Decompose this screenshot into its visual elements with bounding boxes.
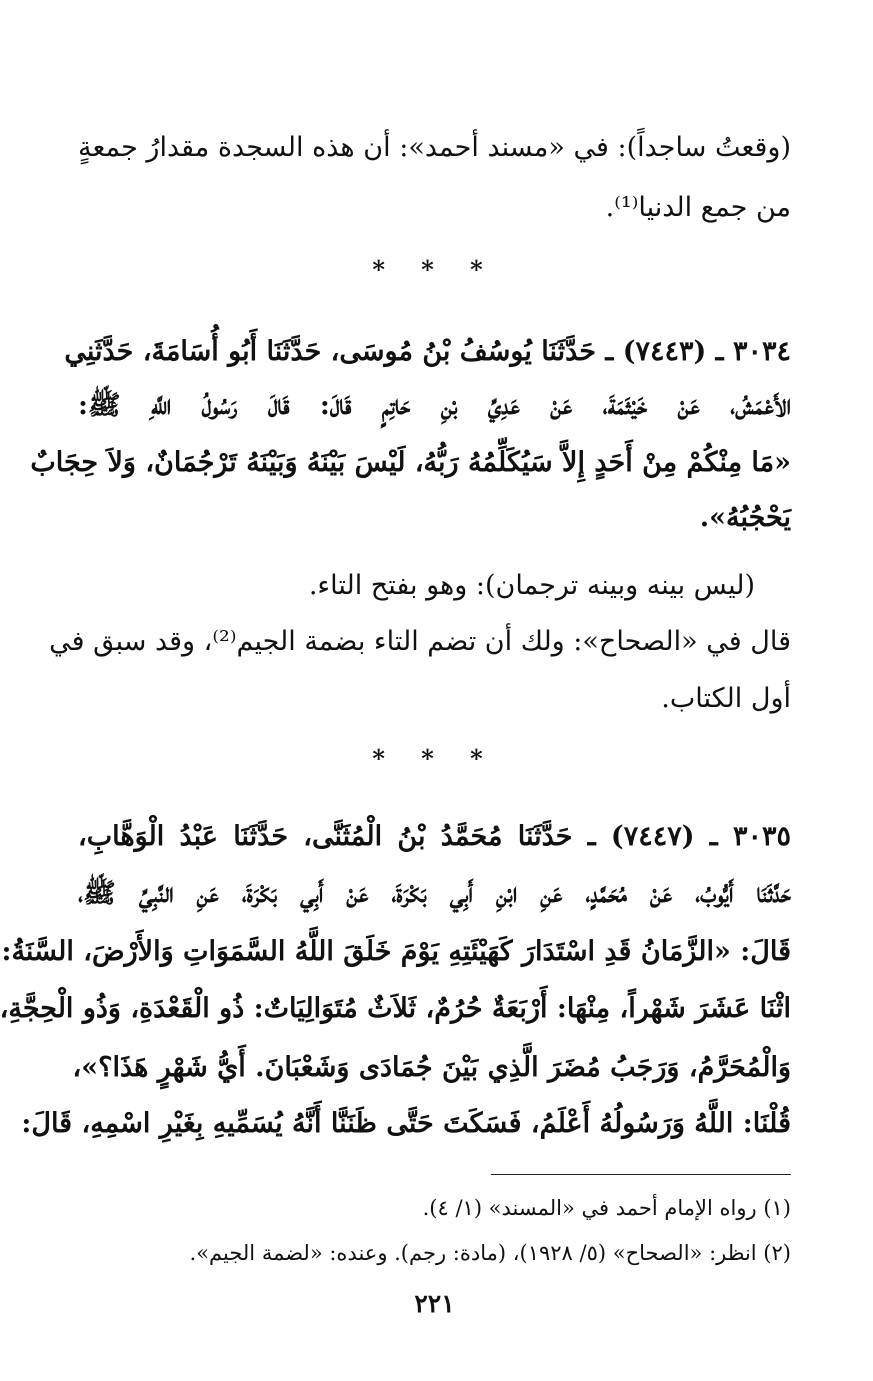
page-number: ٢٢١: [414, 1289, 455, 1318]
hadith-line: حَدَّثَنَا أَيُّوبُ، عَنْ مُحَمَّدٍ، عَنِ ابْنِ أَبِي بَكْرَةَ، عَنْ أَبِي بَكْرَةَ، عَنِ النَّبِيِّ ﷺ،: [78, 878, 791, 909]
hadith-line: قُلْنَا: اللَّهُ وَرَسُولُهُ أَعْلَمُ، فَسَكَتَ حَتَّى ظَنَنَّا أَنَّهُ يُسَمِّيهِ بِغَيْرِ اسْمِهِ، قَالَ:: [21, 1108, 791, 1139]
section-separator: * * *: [372, 255, 497, 284]
footnote-divider: [491, 1174, 791, 1175]
hadith-line: ٣٠٣٥ ـ (٧٤٤٧) ـ حَدَّثَنَا مُحَمَّدُ بْنُ الْمُثَنَّى، حَدَّثَنَا عَبْدُ الْوَهَّابِ،: [78, 821, 791, 852]
footnote: (١) رواه الإمام أحمد في «المسند» (١/ ٤).: [422, 1196, 791, 1220]
hadith-line: وَالْمُحَرَّمُ، وَرَجَبُ مُضَرَ الَّذِي بَيْنَ جُمَادَى وَشَعْبَانَ. أَيُّ شَهْرٍ هَذَا؟»،: [72, 1052, 791, 1083]
section-separator: * * *: [372, 744, 497, 773]
commentary-line: قال في «الصحاح»: ولك أن تضم التاء بضمة الجيم⁽²⁾، وقد سبق في: [49, 626, 791, 657]
hadith-line: يَحْجُبُهُ».: [699, 502, 791, 533]
hadith-line: الأَعْمَشُ، عَنْ خَيْثَمَةَ، عَنْ عَدِيِّ بْنِ حَاتِمٍ قَالَ: قَالَ رَسُولُ اللَّهِ ﷺ:: [78, 390, 791, 421]
commentary-line: أول الكتاب.: [661, 683, 791, 714]
hadith-line: قَالَ: «الزَّمَانُ قَدِ اسْتَدَارَ كَهَيْئَتِهِ يَوْمَ خَلَقَ اللَّهُ السَّمَوَاتِ وَالأَرْضَ، السَّنَةُ:: [1, 936, 791, 967]
commentary-line: (وقعتُ ساجداً): في «مسند أحمد»: أن هذه السجدة مقدارُ جمعةٍ: [78, 132, 791, 163]
hadith-line: ٣٠٣٤ ـ (٧٤٤٣) ـ حَدَّثَنَا يُوسُفُ بْنُ مُوسَى، حَدَّثَنَا أَبُو أُسَامَةَ، حَدَّثَنِي: [64, 336, 791, 367]
hadith-line: اثْنَا عَشَرَ شَهْراً، مِنْهَا: أَرْبَعَةٌ حُرُمٌ، ثَلاَثٌ مُتَوَالِيَاتٌ: ذُو الْقَعْدَةِ، وَذُو الْحِجَّةِ،: [0, 993, 791, 1024]
commentary-line: من جمع الدنيا⁽¹⁾.: [605, 192, 791, 223]
hadith-line: «مَا مِنْكُمْ مِنْ أَحَدٍ إِلاَّ سَيُكَلِّمُهُ رَبُّهُ، لَيْسَ بَيْنَهُ وَبَيْنَهُ تَرْجُمَانٌ، وَلاَ حِجَابٌ: [30, 447, 791, 478]
footnote: (٢) انظر: «الصحاح» (٥/ ١٩٢٨)، (مادة: رجم). وعنده: «لضمة الجيم».: [189, 1241, 791, 1265]
commentary-line: (ليس بينه وبينه ترجمان): وهو بفتح التاء.: [308, 570, 755, 601]
